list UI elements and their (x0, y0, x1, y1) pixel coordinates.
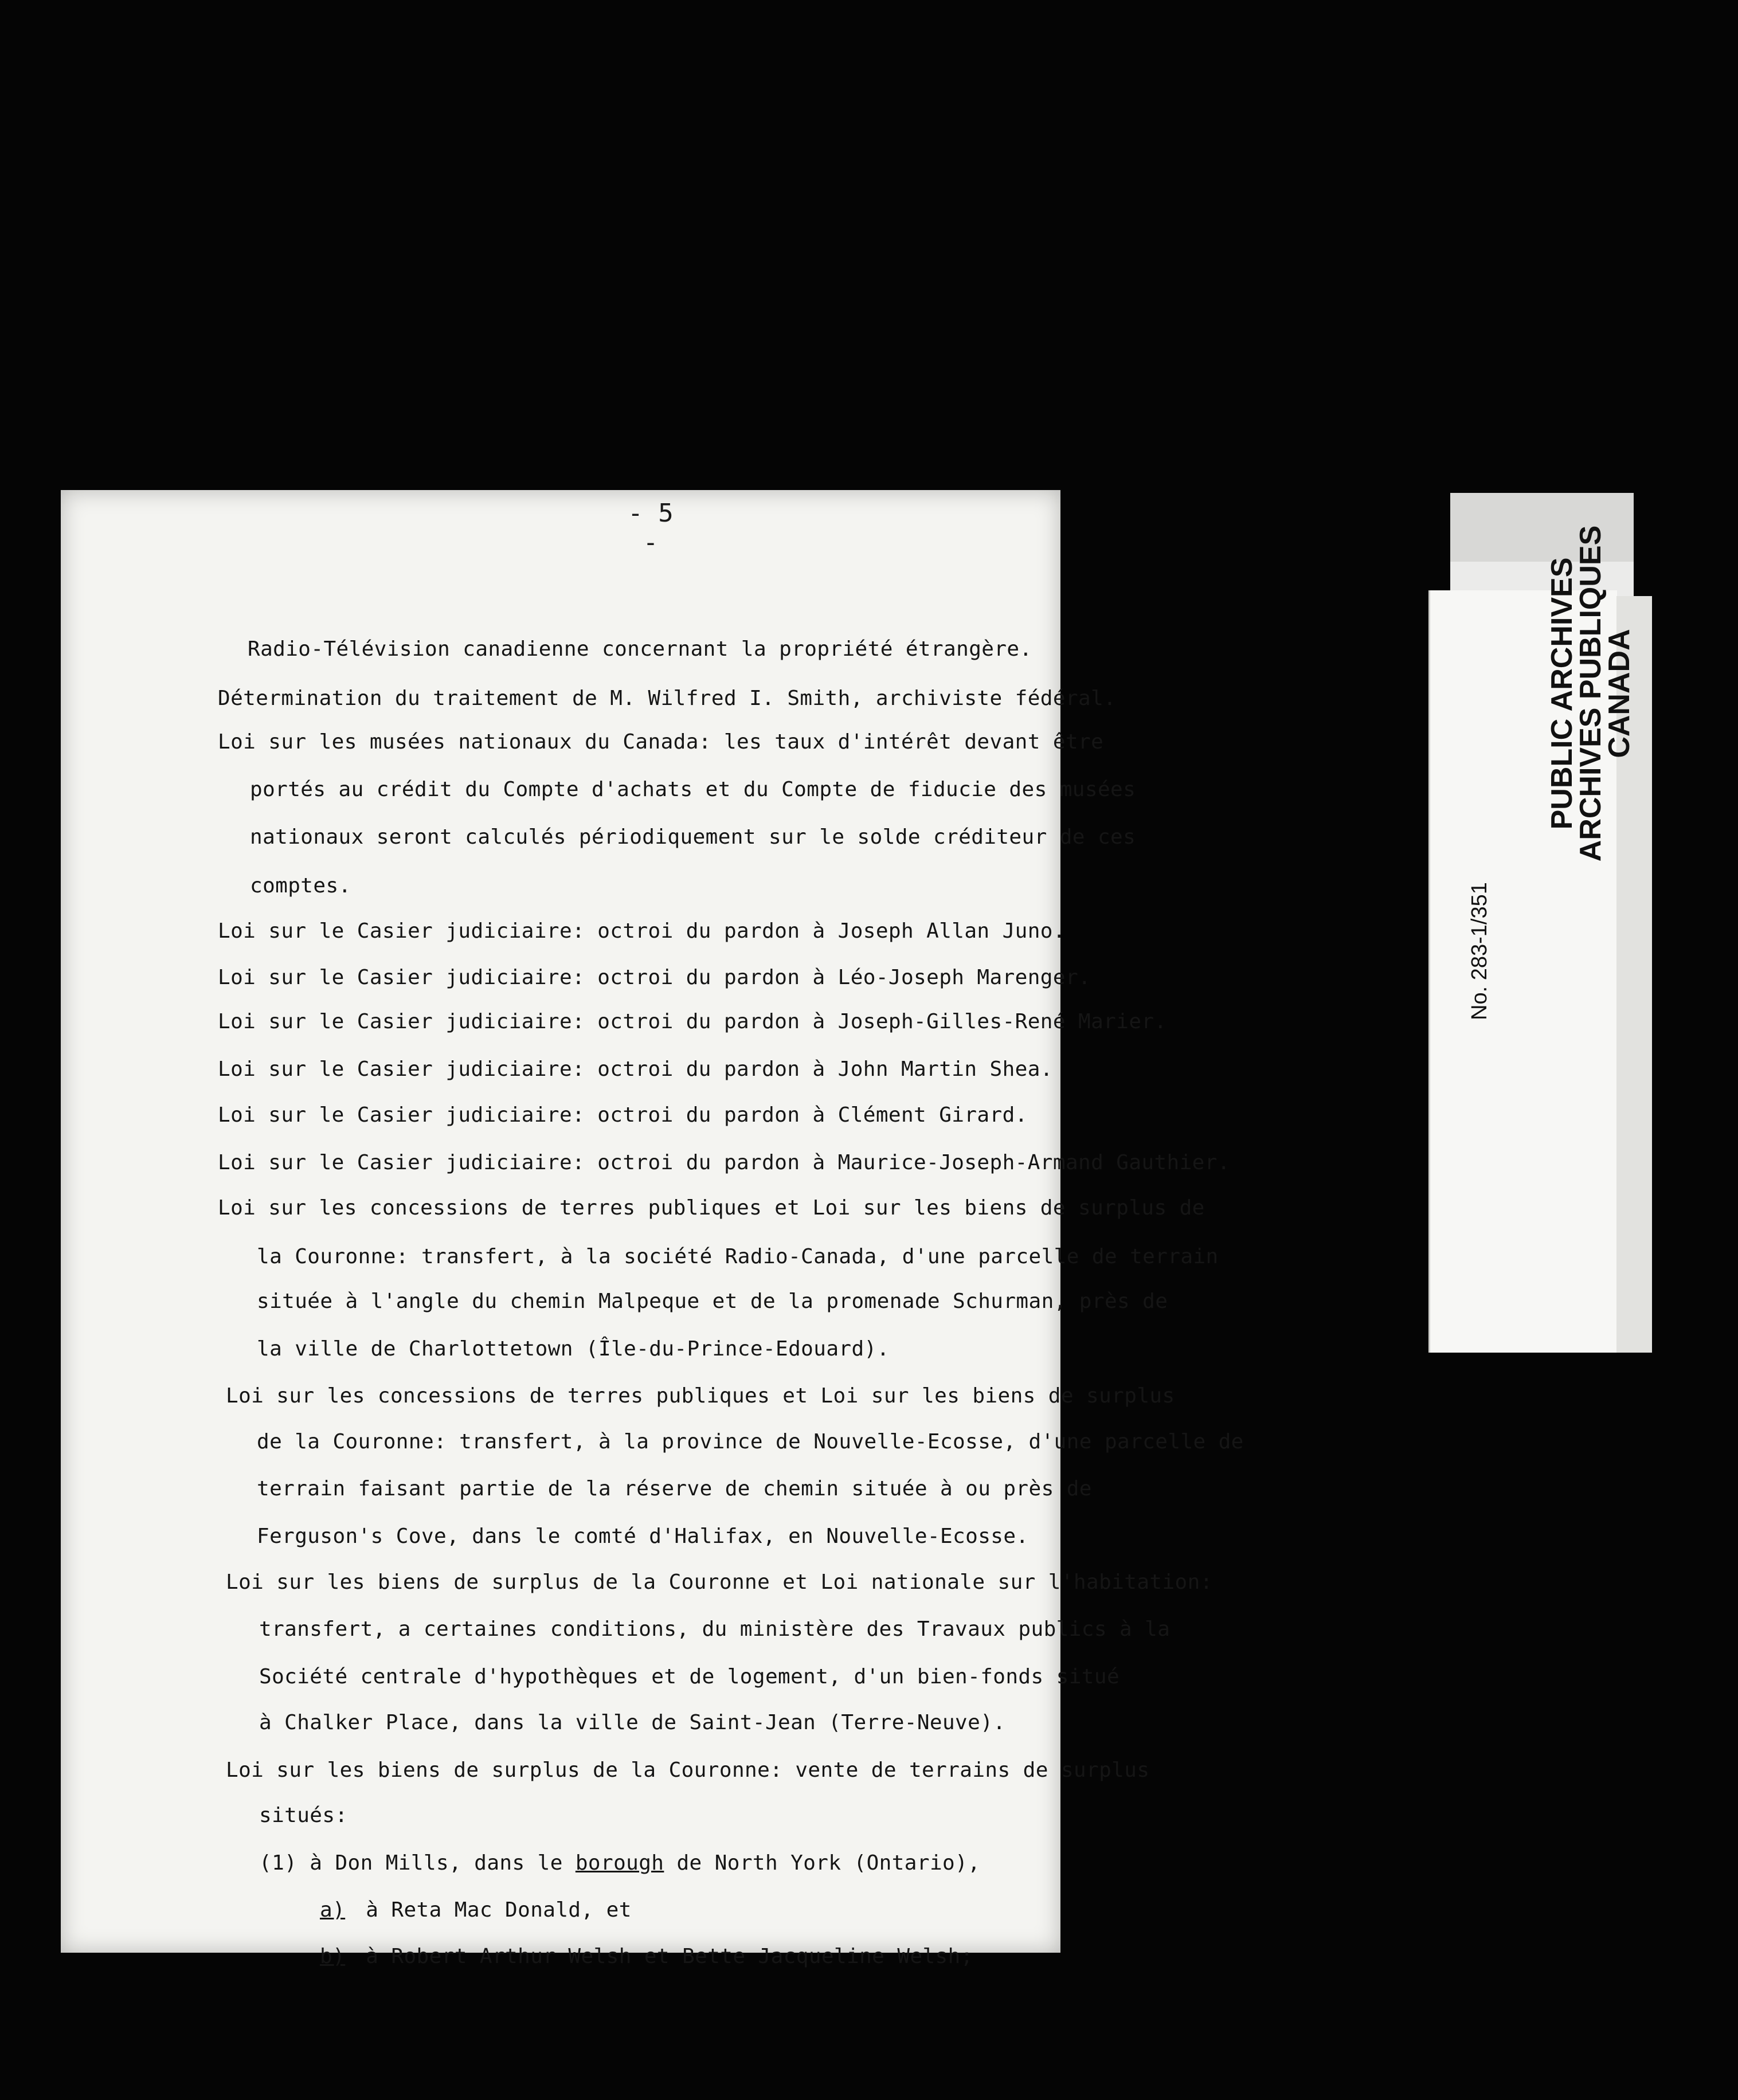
sublist-text: à Robert Arthur Welsh et Bette Jacqueline Welsh; (366, 1945, 973, 1968)
text-line: à Chalker Place, dans la ville de Saint-Jean (Terre-Neuve). (259, 1711, 1006, 1734)
text-line: transfert, a certaines conditions, du ministère des Travaux publics à la (259, 1617, 1171, 1641)
archive-reference-number: No. 283-1/351 (1467, 882, 1492, 1020)
sublist-marker: a) (320, 1898, 346, 1922)
text-line: situés: (259, 1804, 348, 1827)
text-line: Loi sur les biens de surplus de la Couronne: vente de terrains de surplus (226, 1758, 1150, 1782)
text-line: Loi sur le Casier judiciaire: octroi du pardon à Clément Girard. (218, 1103, 1028, 1127)
text-line: Ferguson's Cove, dans le comté d'Halifax, en Nouvelle-Ecosse. (257, 1525, 1029, 1548)
text-line: nationaux seront calculés périodiquement sur le solde créditeur de ces (250, 825, 1136, 849)
text-line: de la Couronne: transfert, à la province de Nouvelle-Ecosse, d'une parcelle de (257, 1430, 1244, 1453)
text-line (259, 1851, 980, 1875)
text-line: la ville de Charlottetown (Île-du-Prince-Edouard). (257, 1337, 890, 1361)
list-item-rest: de North York (Ontario), (676, 1851, 981, 1875)
text-line: portés au crédit du Compte d'achats et du Compte de fiducie des musées (250, 778, 1136, 801)
page-number: - 5 - (628, 499, 674, 557)
text-line: Société centrale d'hypothèques et de logement, d'un bien-fonds situé (259, 1665, 1120, 1688)
text-line: située à l'angle du chemin Malpeque et de la promenade Schurman, près de (257, 1290, 1168, 1313)
text-line: Loi sur les concessions de terres publiques et Loi sur les biens de surplus (226, 1384, 1175, 1408)
text-line: Loi sur le Casier judiciaire: octroi du pardon à John Martin Shea. (218, 1057, 1053, 1081)
text-line: comptes. (250, 874, 351, 898)
archive-stamp (1545, 493, 1636, 894)
text-line: Loi sur le Casier judiciaire: octroi du pardon à Léo-Joseph Marenger. (218, 966, 1091, 989)
text-line: Loi sur les musées nationaux du Canada: les taux d'intérêt devant être (218, 730, 1104, 754)
text-line: Loi sur les concessions de terres publiques et Loi sur les biens de surplus de (218, 1196, 1205, 1220)
text-line: la Couronne: transfert, à la société Radio-Canada, d'une parcelle de terrain (257, 1245, 1219, 1268)
text-line: Détermination du traitement de M. Wilfred I. Smith, archiviste fédéral. (218, 687, 1117, 710)
text-line: terrain faisant partie de la réserve de chemin située à ou près de (257, 1477, 1092, 1500)
text-line (320, 1945, 973, 1968)
archive-stamp-line: PUBLIC ARCHIVES (1545, 557, 1579, 830)
archive-stamp-line: CANADA (1603, 629, 1636, 758)
archive-stamp-line: ARCHIVES PUBLIQUES (1574, 525, 1607, 862)
underlined-word: borough (575, 1851, 664, 1875)
text-line: Loi sur le Casier judiciaire: octroi du pardon à Joseph-Gilles-René Marier. (218, 1010, 1167, 1033)
sublist-text: à Reta Mac Donald, et (366, 1898, 632, 1922)
text-line: Loi sur les biens de surplus de la Couronne et Loi nationale sur l'habitation: (226, 1570, 1213, 1594)
text-line: Radio-Télévision canadienne concernant la propriété étrangère. (248, 637, 1032, 661)
text-line: Loi sur le Casier judiciaire: octroi du pardon à Maurice-Joseph-Armand Gauthier. (218, 1151, 1230, 1174)
text-line: Loi sur le Casier judiciaire: octroi du pardon à Joseph Allan Juno. (218, 919, 1066, 943)
sublist-marker: b) (320, 1945, 346, 1968)
list-item-label: (1) à Don Mills, dans le (259, 1851, 563, 1875)
text-line (320, 1898, 632, 1922)
